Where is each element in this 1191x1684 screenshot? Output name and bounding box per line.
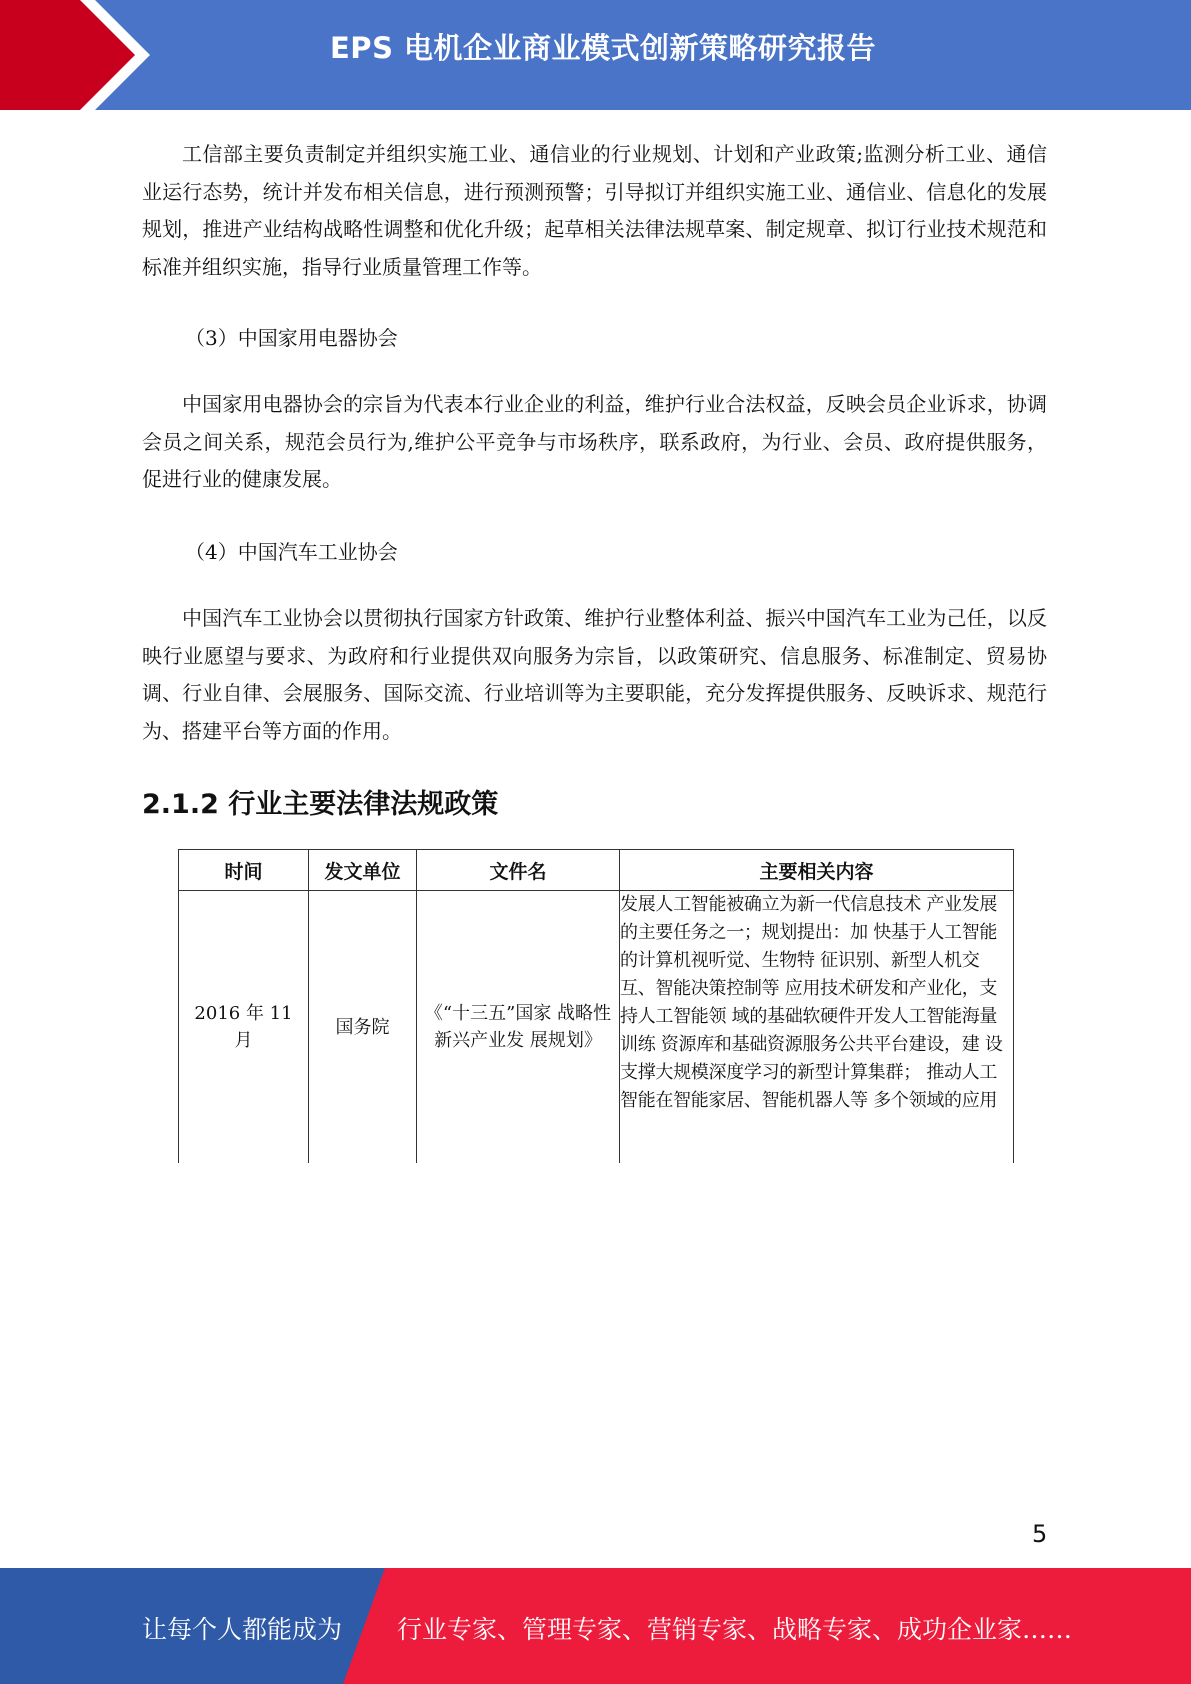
column-header-document: 文件名 <box>417 850 620 891</box>
table-header-row <box>179 850 1014 891</box>
subheading-home-appliance-association: （3）中国家用电器协会 <box>185 326 398 350</box>
section-title: 2.1.2 行业主要法律法规政策 <box>142 789 499 820</box>
footer-slogan-right: 行业专家、管理专家、营销专家、战略专家、成功企业家…… <box>397 1615 1073 1644</box>
cell-document: 《“十三五”国家 战略性新兴产业发 展规划》 <box>417 891 620 1164</box>
column-header-issuer: 发文单位 <box>309 850 417 891</box>
cell-time: 2016 年 11 月 <box>179 891 309 1164</box>
page-footer <box>0 1568 1191 1684</box>
paragraph-auto-industry-association: 中国汽车工业协会以贯彻执行国家方针政策、维护行业整体利益、振兴中国汽车工业为己任，以反映行业愿望与要求、为政府和行业提供双向服务为宗旨，以政策研究、信息服务、标准制定、贸易协调、行业自律、会展服务、国际交流、行业培训等为主要职能，充分发挥提供服务、反映诉求、规范行为、搭建平台等方面的作用。 <box>142 606 1047 743</box>
table-row <box>179 891 1014 1164</box>
column-header-time: 时间 <box>179 850 309 891</box>
cell-issuer: 国务院 <box>309 891 417 1164</box>
cell-content: 发展人工智能被确立为新一代信息技术 产业发展的主要任务之一；规划提出：加 快基于人工智能的计算机视听觉、生物特 征识别、新型人机交互、智能决策控制等 应用技术研发和产业化，支持人工智能领 域的基础软硬件开发人工智能海量训练 资源库和基础资源服务公共平台建设，建 设支撑大规模深度学习的新型计算集群； 推动人工智能在智能家居、智能机器人等 多个领域的应用 <box>620 891 1014 1164</box>
paragraph-home-appliance-association: 中国家用电器协会的宗旨为代表本行业企业的利益，维护行业合法权益，反映会员企业诉求，协调会员之间关系，规范会员行为,维护公平竞争与市场秩序，联系政府，为行业、会员、政府提供服务，促进行业的健康发展。 <box>142 392 1047 491</box>
page-header <box>0 0 1191 110</box>
header-chevron-icon <box>0 0 160 110</box>
page-number: 5 <box>1032 1520 1048 1548</box>
subheading-auto-industry-association: （4）中国汽车工业协会 <box>185 540 398 564</box>
paragraph-miit: 工信部主要负责制定并组织实施工业、通信业的行业规划、计划和产业政策;监测分析工业、通信业运行态势，统计并发布相关信息，进行预测预警；引导拟订并组织实施工业、通信业、信息化的发展规划，推进产业结构战略性调整和优化升级；起草相关法律法规草案、制定规章、拟订行业技术规范和标准并组织实施，指导行业质量管理工作等。 <box>142 142 1047 279</box>
policy-table <box>178 849 1014 1163</box>
column-header-content: 主要相关内容 <box>620 850 1014 891</box>
report-title: EPS 电机企业商业模式创新策略研究报告 <box>330 31 877 65</box>
footer-slogan-left: 让每个人都能成为 <box>142 1615 343 1644</box>
